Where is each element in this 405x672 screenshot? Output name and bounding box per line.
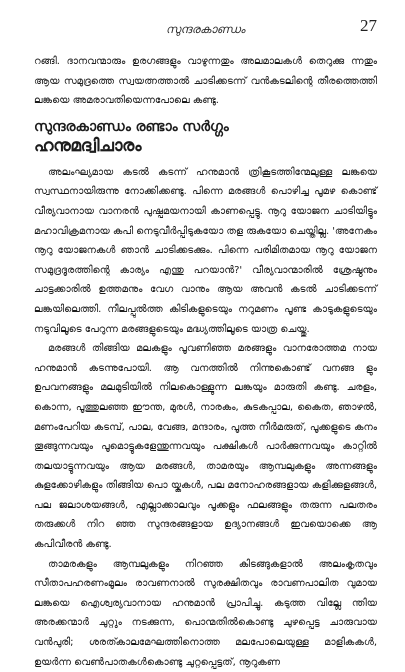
body-paragraph-1: അലംഘ്യമായ കടൽ കടന്ന് ഹനുമാൻ ത്രികൂടത്തിന്മേലുള്ള ലങ്കയെ സ്വസ്ഥനായിരുന്നു നോക്കിക്കണ്ടു. പിന്നെ മരങ്ങൾ പൊഴിച്ച പൂമഴ കൊണ്ട് വീര്യവാനായ വാനരൻ പുഷ്പമയനായി കാണപ്പെട്ടു. നൂറു യോജന ചാടിയിട്ടും മഹാവിക്രമനായ കപി നെടുവീർപ്പിടുകയോ തള രുകയോ ചെയ്തില്ല. 'അനേകം നൂറു യോജനകൾ ഞാൻ ചാടിക്കടക്കും. പിന്നെ പരിമിതമായ നൂറു യോജന സമുദ്രദൂരത്തിന്റെ കാര്യം എന്തു പറയാൻ?' വീര്യവാന്മാരിൽ ശ്രേഷ്ഠനും ചാട്ടക്കാരിൽ ഉത്തമനും വേഗ വാനും ആയ അവൻ കടൽ ചാടിക്കടന്ന് ലങ്കയിലെത്തി. നീലപ്പുൽത്ത കിടികളുടെയും നറുമണം പൂണ്ട കാടുകളുടെയും നടുവിലൂടെ പേറുന്ന മരങ്ങളുടെയും മദ്ധ്യത്തിലൂടെ യാത്ര ചെയ്തു. — [34, 166, 377, 335]
body-paragraph-2: മരങ്ങൾ തിങ്ങിയ മലകളും പൂവണിഞ്ഞ മരങ്ങളും വാനരോത്തമ നായ ഹനുമാൻ കടന്നുപോയി. ആ വനത്തിൽ നിന്നുകൊണ്ട് വനങ്ങ ളും ഉപവനങ്ങളും മലമുടിയിൽ നിലകൊള്ളുന്ന ലങ്കയും മാരുതി കണ്ടു. ചരളം, കൊന്ന, പൂത്തുലഞ്ഞ ഈന്ത, മുരൾ, നാരകം, കുടകപ്പാല, കൈത, ഞാഴൽ, മണംപേറിയ കടമ്പ്, പാല, വേങ്ങ, മന്ദാരം, പൂത്ത നീർമരുത്, പൂക്കളുടെ കനം തൂങ്ങുന്നവയും പൂമൊട്ടുകളേന്തുന്നവയും പക്ഷികൾ പാർക്കുന്നവയും കാറ്റിൽ തലയാട്ടുന്നവയും ആയ മരങ്ങൾ, താമരയും ആമ്പലുകളും അന്നങ്ങളും കുളക്കോഴികളും തിങ്ങിയ പൊ യ്കകൾ, പല മനോഹരങ്ങളായ കളിക്കുളങ്ങൾ, പല ജലാശയങ്ങൾ, എല്ലാക്കാലവും പൂക്കളും ഫലങ്ങളും തരുന്ന പലതരം തരുക്കൾ നിറ ഞ്ഞ സുന്ദരങ്ങളായ ഉദ്യാനങ്ങൾ ഇവയൊക്കെ ആ കപിവീരൻ കണ്ടു. — [34, 343, 377, 551]
page-number: 27 — [360, 16, 377, 35]
running-title: സുന്ദരകാണ്ഡം — [165, 22, 246, 36]
section-heading-title: ഹനുമദ്വിചാരം — [34, 135, 142, 156]
page-header — [34, 0, 377, 44]
body-text — [34, 163, 377, 672]
section-heading — [34, 119, 377, 157]
opening-paragraph: റങ്ങി. ദാനവന്മാരും ഉരഗങ്ങളും വാഴുന്നതും അലമാലകൾ തെറുക്കു ന്നതും ആയ സമുദ്രത്തെ സ്വയത്നത്താൽ ചാടിക്കടന്ന് വൻകടലിന്റെ തീരത്തെത്തി ലങ്കയെ അമരാവതിയെന്നപോലെ കണ്ടു. — [34, 56, 377, 107]
section-heading-canto: സുന്ദരകാണ്ഡം രണ്ടാം സർഗ്ഗം — [34, 118, 229, 135]
body-paragraph-3: താമരകളും ആമ്പലുകളും നിറഞ്ഞ കിടങ്ങുകളാൽ അലംകൃതവും സീതാപഹരണംമൂലം രാവണനാൽ സുരക്ഷിതവും രാവണപാലിത വുമായ ലങ്കയെ ഐശ്വര്യവാനായ ഹനുമാൻ പ്രാപിച്ചു. കടുത്ത വില്ലേ ന്തിയ അരക്കന്മാർ ചുറ്റും നടക്കുന്ന, പൊന്മതിൽകൊണ്ടു ചുഴപ്പെട്ട ചാരുവായ വൻപുരി; ശരത്കാലമേഘത്തിനൊത്ത മലപോലെയുള്ള മാളികകൾ, ഉയർന്ന വെൺപാതകൾകൊണ്ടു ചുറ്റപ്പെട്ടത്, നൂറുകണ — [34, 558, 377, 668]
